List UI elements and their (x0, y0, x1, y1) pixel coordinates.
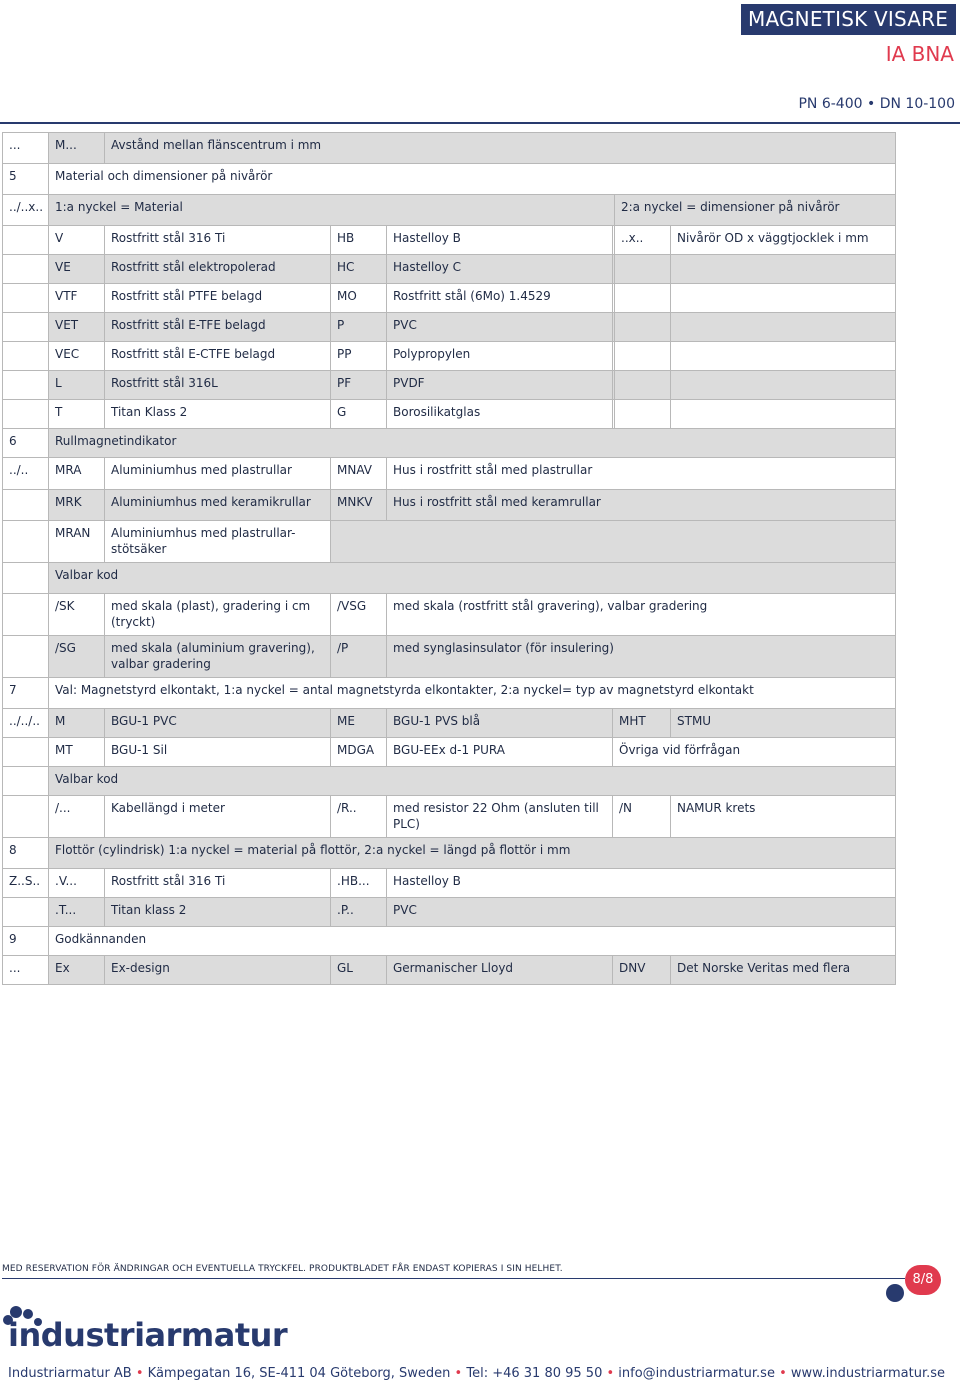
contact-item[interactable]: info@industriarmatur.se (618, 1366, 775, 1381)
table-cell: GL (331, 956, 387, 985)
table-cell: Rostfritt stål 316L (105, 371, 331, 400)
page-number-badge: 8/8 (905, 1265, 941, 1295)
table-cell: M... (49, 133, 105, 164)
row-key-cell (3, 738, 49, 767)
table-cell: Aluminiumhus med keramikrullar (105, 490, 331, 521)
contact-item: Industriarmatur AB (8, 1366, 132, 1381)
table-row (3, 838, 896, 869)
disclaimer-note: MED RESERVATION FÖR ÄNDRINGAR OCH EVENTUELLA TRYCKFEL. PRODUKTBLADET FÅR ENDAST KOPIERAS I SIN HELHET. (2, 1264, 563, 1274)
table-cell: Godkännanden (49, 927, 896, 956)
badge-dot-icon (886, 1284, 904, 1302)
table-cell: Det Norske Veritas med flera (671, 956, 896, 985)
row-key-cell: ... (3, 956, 49, 985)
table-cell: Valbar kod (49, 563, 896, 594)
row-key-cell: 6 (3, 429, 49, 458)
table-cell: VET (49, 313, 105, 342)
row-key-cell: 8 (3, 838, 49, 869)
table-cell: /SK (49, 594, 105, 636)
table-row (3, 796, 896, 838)
table-cell: MHT (613, 709, 671, 738)
table-cell: MDGA (331, 738, 387, 767)
table-cell: VE (49, 255, 105, 284)
table-cell (615, 284, 671, 313)
row-key-cell (3, 490, 49, 521)
ordering-code-table (2, 132, 896, 985)
table-row (3, 927, 896, 956)
table-cell: PF (331, 371, 387, 400)
row-key-cell: 9 (3, 927, 49, 956)
table-cell: Nivårör OD x väggtjocklek i mm (671, 226, 896, 255)
row-key-cell (3, 284, 49, 313)
table-cell: DNV (613, 956, 671, 985)
table-row (3, 738, 896, 767)
table-row (3, 709, 896, 738)
table-cell: Rostfritt stål elektropolerad (105, 255, 331, 284)
contact-line (8, 1366, 945, 1381)
table-row (3, 429, 896, 458)
table-row (3, 636, 896, 678)
row-key-cell (3, 796, 49, 838)
table-cell: Aluminiumhus med plastrullar-stötsäker (105, 521, 331, 563)
table-cell: Rostfritt stål PTFE belagd (105, 284, 331, 313)
table-cell: MT (49, 738, 105, 767)
table-cell: Rullmagnetindikator (49, 429, 896, 458)
table-cell: PVC (387, 898, 896, 927)
table-cell (671, 342, 896, 371)
table-row (3, 767, 896, 796)
contact-item[interactable]: www.industriarmatur.se (790, 1366, 945, 1381)
table-cell: L (49, 371, 105, 400)
table-cell: PP (331, 342, 387, 371)
table-cell: Rostfritt stål 316 Ti (105, 226, 331, 255)
row-key-cell: 7 (3, 678, 49, 709)
table-row (3, 255, 896, 284)
row-key-cell (3, 342, 49, 371)
table-cell: MRAN (49, 521, 105, 563)
table-cell: Flottör (cylindrisk) 1:a nyckel = material på flottör, 2:a nyckel = längd på flottör i mm (49, 838, 896, 869)
contact-separator: • (131, 1366, 148, 1381)
table-cell (671, 284, 896, 313)
table-row (3, 164, 896, 195)
row-key-cell (3, 226, 49, 255)
table-cell (615, 313, 671, 342)
table-cell: Val: Magnetstyrd elkontakt, 1:a nyckel = antal magnetstyrda elkontakter, 2:a nyckel= typ av magnetstyrd elkontakt (49, 678, 896, 709)
table-row (3, 133, 896, 164)
product-subtitle: IA BNA (885, 42, 954, 66)
table-cell: MO (331, 284, 387, 313)
table-cell: 2:a nyckel = dimensioner på nivårör (615, 195, 896, 226)
row-key-cell (3, 255, 49, 284)
table-row (3, 371, 896, 400)
table-row (3, 342, 896, 371)
contact-item: Tel: +46 31 80 95 50 (466, 1366, 603, 1381)
table-cell: Aluminiumhus med plastrullar (105, 458, 331, 490)
table-cell: Ex (49, 956, 105, 985)
table-cell: HC (331, 255, 387, 284)
table-row (3, 956, 896, 985)
table-cell: Avstånd mellan flänscentrum i mm (105, 133, 896, 164)
row-key-cell (3, 636, 49, 678)
table-cell: MRK (49, 490, 105, 521)
table-row (3, 678, 896, 709)
row-key-cell: ../../.. (3, 709, 49, 738)
table-cell: .V... (49, 869, 105, 898)
table-cell: V (49, 226, 105, 255)
table-cell: BGU-1 PVC (105, 709, 331, 738)
table-cell: Borosilikatglas (387, 400, 613, 429)
pn-range: PN 6-400 (798, 96, 863, 112)
table-cell: med resistor 22 Ohm (ansluten till PLC) (387, 796, 613, 838)
separator-dot: • (866, 96, 876, 112)
row-key-cell (3, 898, 49, 927)
table-cell: Germanischer Lloyd (387, 956, 613, 985)
table-cell: BGU-EEx d-1 PURA (387, 738, 613, 767)
table-cell: .P.. (331, 898, 387, 927)
table-cell: .T... (49, 898, 105, 927)
table-cell: Hastelloy B (387, 869, 896, 898)
contact-separator: • (450, 1366, 467, 1381)
table-cell: med skala (rostfritt stål gravering), valbar gradering (387, 594, 896, 636)
contact-separator: • (602, 1366, 619, 1381)
table-cell: 1:a nyckel = Material (49, 195, 615, 226)
row-key-cell (3, 313, 49, 342)
row-key-cell: ../.. (3, 458, 49, 490)
table-cell: /VSG (331, 594, 387, 636)
table-row (3, 563, 896, 594)
table-cell: VTF (49, 284, 105, 313)
table-cell: PVC (387, 313, 613, 342)
table-cell: M (49, 709, 105, 738)
table-cell: NAMUR krets (671, 796, 896, 838)
table-cell: ..x.. (615, 226, 671, 255)
table-cell: /SG (49, 636, 105, 678)
table-cell: MNKV (331, 490, 387, 521)
table-row (3, 594, 896, 636)
table-cell (615, 342, 671, 371)
row-key-cell (3, 563, 49, 594)
table-cell: MNAV (331, 458, 387, 490)
table-row (3, 195, 896, 226)
contact-item: Kämpegatan 16, SE-411 04 Göteborg, Sweden (147, 1366, 451, 1381)
company-logo: industriarmatur (8, 1316, 288, 1354)
header-rule (0, 122, 960, 124)
table-cell: MRA (49, 458, 105, 490)
table-cell: .HB... (331, 869, 387, 898)
table-cell: Valbar kod (49, 767, 896, 796)
row-key-cell (3, 371, 49, 400)
table-cell (615, 255, 671, 284)
table-row (3, 521, 896, 563)
table-cell: PVDF (387, 371, 613, 400)
table-cell: BGU-1 Sil (105, 738, 331, 767)
table-row (3, 490, 896, 521)
table-cell (331, 521, 896, 563)
table-row (3, 458, 896, 490)
table-cell: Rostfritt stål E-TFE belagd (105, 313, 331, 342)
table-cell: /R.. (331, 796, 387, 838)
table-cell: Hus i rostfritt stål med keramrullar (387, 490, 896, 521)
table-cell: BGU-1 PVS blå (387, 709, 613, 738)
row-key-cell (3, 400, 49, 429)
row-key-cell (3, 521, 49, 563)
table-row (3, 400, 896, 429)
footer-rule (2, 1278, 905, 1279)
table-row (3, 869, 896, 898)
table-cell: Kabellängd i meter (105, 796, 331, 838)
table-cell: med skala (plast), gradering i cm (tryckt) (105, 594, 331, 636)
table-cell (671, 255, 896, 284)
table-cell: Ex-design (105, 956, 331, 985)
table-row (3, 284, 896, 313)
table-cell (615, 400, 671, 429)
table-cell: med synglasinsulator (för insulering) (387, 636, 896, 678)
table-cell: HB (331, 226, 387, 255)
table-cell: P (331, 313, 387, 342)
contact-separator: • (774, 1366, 791, 1381)
product-title: MAGNETISK VISARE (741, 4, 956, 35)
table-cell: Rostfritt stål 316 Ti (105, 869, 331, 898)
table-cell: Material och dimensioner på nivårör (49, 164, 896, 195)
table-cell: med skala (aluminium gravering), valbar gradering (105, 636, 331, 678)
table-cell (671, 400, 896, 429)
table-cell: Titan klass 2 (105, 898, 331, 927)
table-cell: Rostfritt stål (6Mo) 1.4529 (387, 284, 613, 313)
table-cell: Polypropylen (387, 342, 613, 371)
table-cell: Titan Klass 2 (105, 400, 331, 429)
row-key-cell (3, 767, 49, 796)
table-cell: Hastelloy B (387, 226, 613, 255)
table-cell (671, 371, 896, 400)
dn-range: DN 10-100 (879, 96, 955, 112)
table-row (3, 313, 896, 342)
table-cell: ME (331, 709, 387, 738)
table-cell: VEC (49, 342, 105, 371)
table-cell: /... (49, 796, 105, 838)
row-key-cell: Z..S.. (3, 869, 49, 898)
table-cell: /N (613, 796, 671, 838)
table-cell (671, 313, 896, 342)
table-cell: STMU (671, 709, 896, 738)
table-cell: Övriga vid förfrågan (613, 738, 896, 767)
table-cell: Hastelloy C (387, 255, 613, 284)
table-cell: T (49, 400, 105, 429)
row-key-cell: 5 (3, 164, 49, 195)
row-key-cell (3, 594, 49, 636)
table-row (3, 226, 896, 255)
table-cell: /P (331, 636, 387, 678)
table-cell: Hus i rostfritt stål med plastrullar (387, 458, 896, 490)
table-row (3, 898, 896, 927)
table-cell (615, 371, 671, 400)
table-cell: G (331, 400, 387, 429)
table-cell: Rostfritt stål E-CTFE belagd (105, 342, 331, 371)
row-key-cell: ... (3, 133, 49, 164)
row-key-cell: ../..x.. (3, 195, 49, 226)
pressure-dn-line (798, 96, 955, 112)
